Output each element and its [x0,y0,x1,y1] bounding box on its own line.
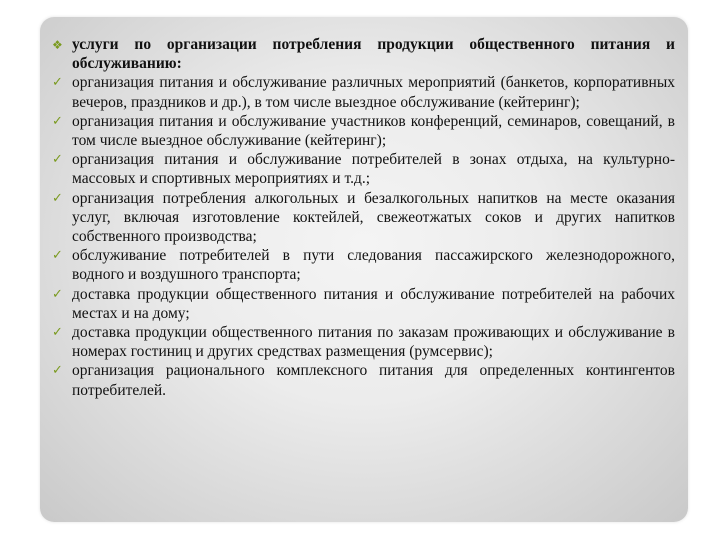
check-icon: ✓ [52,75,63,91]
list-item-text: организация потребления алкогольных и безалкогольных напитков на месте оказания услуг, включая изготовление коктейлей, свежеотжатых соков и других напитков собственного производства; [72,189,675,246]
check-icon: ✓ [52,248,63,264]
check-icon: ✓ [52,325,63,341]
list-item-text: обслуживание потребителей в пути следования пассажирского железнодорожного, водного и воздушного транспорта; [72,247,675,284]
list-item-text: организация питания и обслуживание потребителей в зонах отдыха, на культурно-массовых и спортивных мероприятиях и т.д.; [72,151,675,188]
list-item [50,73,675,111]
check-icon: ✓ [52,286,63,302]
check-icon: ✓ [52,113,63,129]
check-icon: ✓ [52,152,63,168]
list-item [50,323,675,361]
diamond-check-icon: ❖ [52,38,63,52]
list-item [50,112,675,150]
list-item [50,189,675,247]
list-heading [50,35,675,73]
list-item-text: доставка продукции общественного питания и обслуживание потребителей на рабочих местах и на дому; [72,285,675,322]
list-item [50,285,675,323]
list-item-text: доставка продукции общественного питания по заказам проживающих и обслуживание в номерах гостиниц и других средствах размещения (румсервис); [72,324,675,361]
list-heading-text: услуги по организации потребления продукции общественного питания и обслуживанию: [72,36,675,73]
list-item-text: организация питания и обслуживание участников конференций, семинаров, совещаний, в том числе выездное обслуживание (кейтеринг); [72,112,675,150]
list-item [50,150,675,188]
list-item-text: организация рационального комплексного питания для определенных контингентов потребителей. [72,362,675,399]
check-icon: ✓ [52,190,63,206]
check-icon: ✓ [52,363,63,379]
list-item [50,361,675,399]
list-item-text: организация питания и обслуживание различных мероприятий (банкетов, корпоративных вечеров, праздников и др.), в том числе выездное обслуживание (кейтеринг); [72,74,675,111]
services-list [50,35,675,400]
list-item [50,246,675,284]
